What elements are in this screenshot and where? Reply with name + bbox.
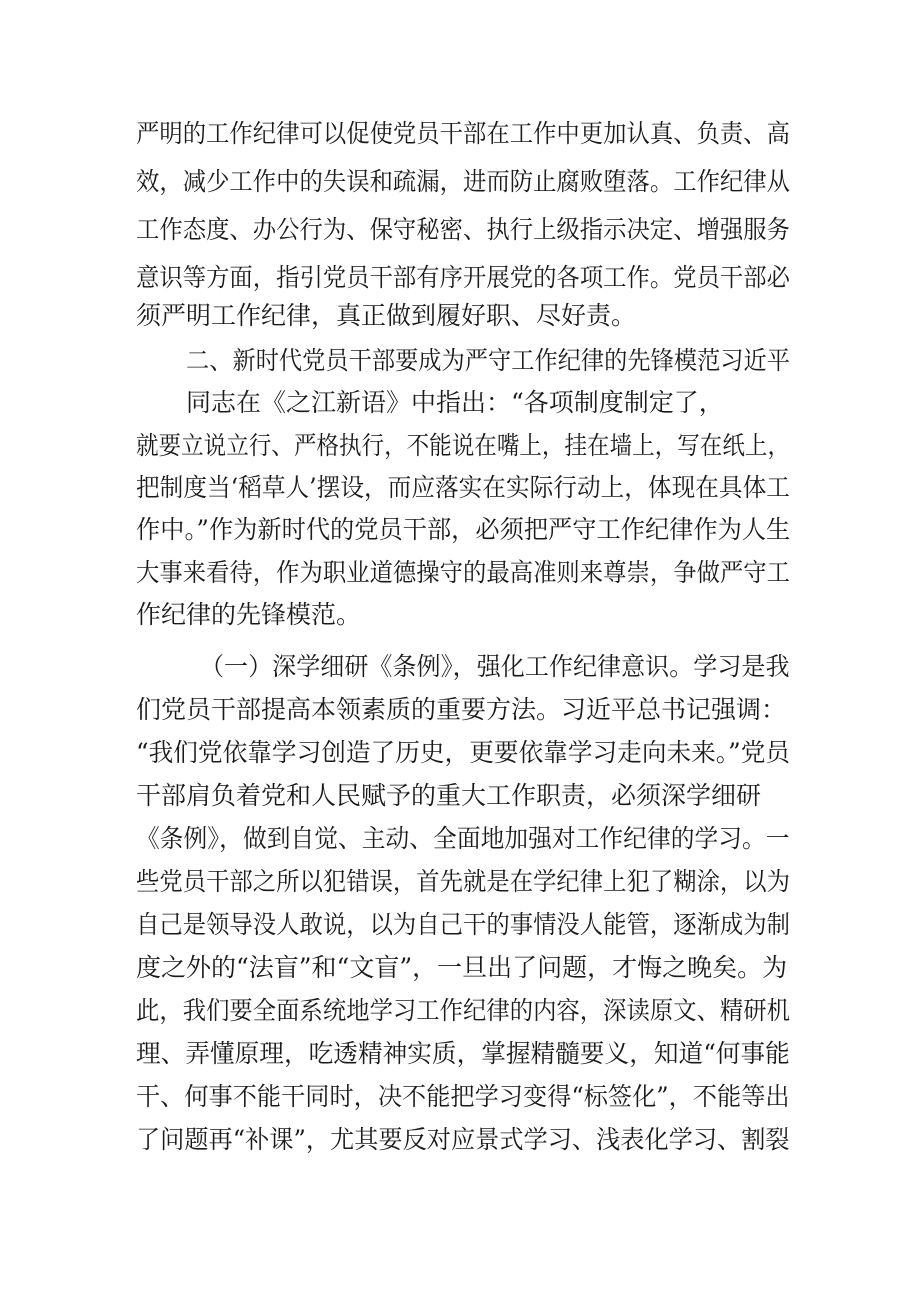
text-line: 大事来看待，作为职业道德操守的最高准则来尊崇，争做严守工 <box>136 558 791 587</box>
text-line: 作中。”作为新时代的党员干部，必须把严守工作纪律作为人生 <box>136 515 791 544</box>
text-line: “我们党依靠学习创造了历史，更要依靠学习走向未来。”党员 <box>136 738 791 767</box>
text-line: 此，我们要全面系统地学习工作纪律的内容，深读原文、精研机 <box>136 996 791 1025</box>
text-line: 须严明工作纪律，真正做到履好职、尽好责。 <box>136 301 637 330</box>
text-line: 们党员干部提高本领素质的重要方法。习近平总书记强调： <box>136 695 787 724</box>
text-line: 意识等方面，指引党员干部有序开展党的各项工作。党员干部必 <box>136 263 791 292</box>
text-line: 自己是领导没人敢说，以为自己干的事情没人能管，逐渐成为制 <box>136 910 791 939</box>
text-line: 把制度当‘稻草人’摆设，而应落实在实际行动上，体现在具体工 <box>136 473 790 502</box>
text-line: 作纪律的先锋模范。 <box>136 600 362 629</box>
text-line: 同志在《之江新语》中指出：“各项制度制定了， <box>186 388 724 417</box>
text-line: 干部肩负着党和人民赋予的重大工作职责，必须深学细研 <box>136 781 762 810</box>
text-line: 《条例》，做到自觉、主动、全面地加强对工作纪律的学习。一 <box>136 824 790 853</box>
subsection-heading: （一）深学细研《条例》，强化工作纪律意识。学习是我 <box>200 652 790 681</box>
text-line: 了问题再“补课”，尤其要反对应景式学习、浅表化学习、割裂 <box>136 1125 790 1154</box>
section-heading: 二、新时代党员干部要成为严守工作纪律的先锋模范习近平 <box>186 346 791 375</box>
text-line: 理、弄懂原理，吃透精神实质，掌握精髓要义，知道“何事能 <box>136 1039 790 1068</box>
text-line: 工作态度、办公行为、保守秘密、执行上级指示决定、增强服务 <box>136 215 791 244</box>
text-line: 严明的工作纪律可以促使党员干部在工作中更加认真、负责、高 <box>136 119 791 148</box>
text-line: 度之外的“法盲”和“文盲”，一旦出了问题，才悔之晚矣。为 <box>136 953 788 982</box>
text-line: 效，减少工作中的失误和疏漏，进而防止腐败堕落。工作纪律从 <box>136 167 791 196</box>
text-line: 些党员干部之所以犯错误，首先就是在学纪律上犯了糊涂，以为 <box>136 867 791 896</box>
text-line: 就要立说立行、严格执行，不能说在嘴上，挂在墙上，写在纸上， <box>136 431 791 460</box>
text-line: 干、何事不能干同时，决不能把学习变得“标签化”，不能等出 <box>136 1082 790 1111</box>
